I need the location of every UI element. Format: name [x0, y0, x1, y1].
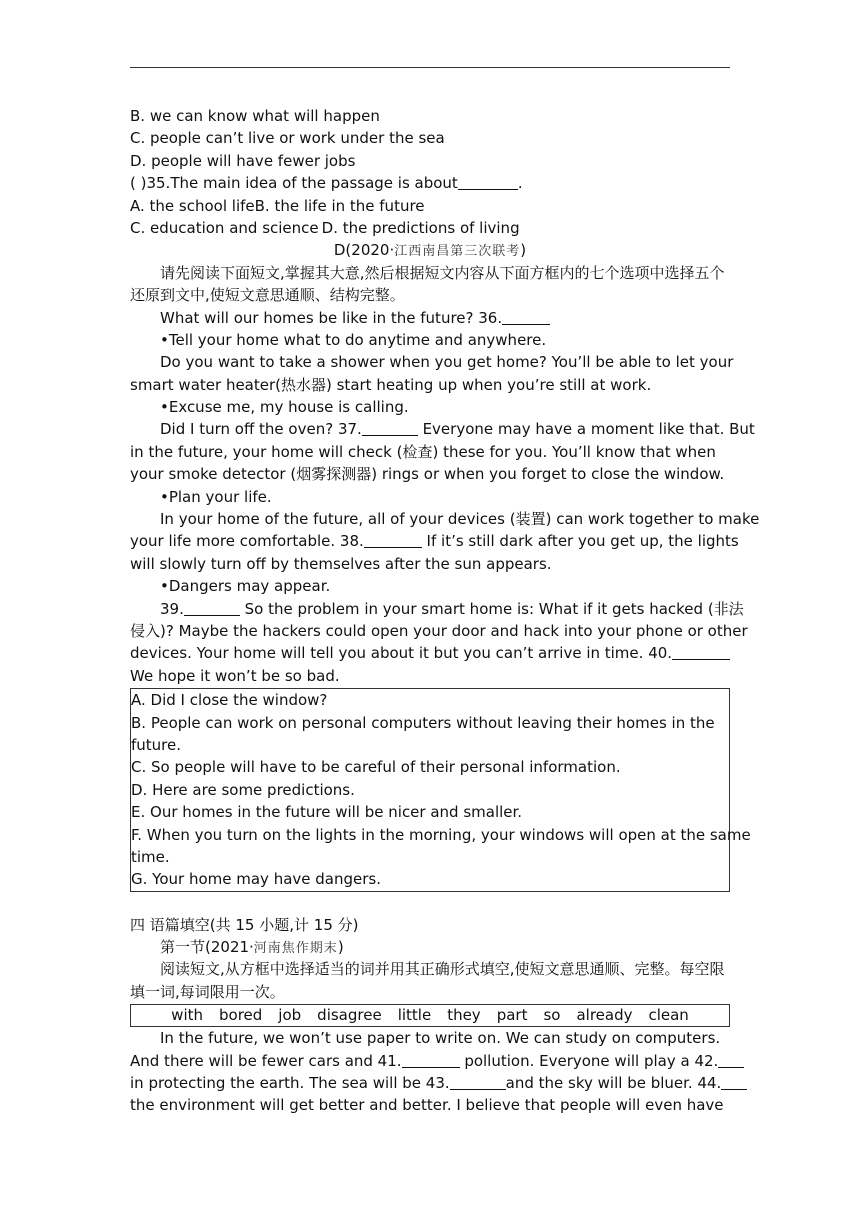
- paragraph-4: In your home of the future, all of your devices (装置) can work together to make: [160, 510, 760, 529]
- paragraph-2-cont: smart water heater(热水器) start heating up when you’re still at work.: [130, 375, 652, 394]
- question-35: [130, 172, 730, 194]
- passage-text-3: in protecting the earth. The sea will be 43.: [130, 1074, 450, 1093]
- paragraph-3-text: Did I turn off the oven? 37.: [160, 420, 362, 439]
- q35-options-cd: [130, 217, 730, 239]
- paragraph-3-line-3: your smoke detector (烟雾探测器) rings or when you forget to close the window.: [130, 465, 725, 484]
- q35-option-c: C. education and science: [130, 218, 319, 237]
- q35-options-ab: [130, 195, 730, 217]
- part-1-instruction: 阅读短文,从方框中选择适当的词并用其正确形式填空,使短文意思通顺、完整。每空限: [160, 960, 725, 979]
- q35-stem: ( )35.The main idea of the passage is about: [130, 174, 458, 193]
- passage-text-3-cont: and the sky will be bluer. 44.: [505, 1074, 722, 1093]
- header-rule: [130, 67, 730, 68]
- paragraph-5-number: 39.: [160, 599, 184, 618]
- subheading-4: •Dangers may appear.: [160, 577, 331, 596]
- word-item: part: [496, 1006, 528, 1025]
- paragraph-4-line-2: [130, 530, 739, 552]
- option-f: F. When you turn on the lights in the morning, your windows will open at the same: [131, 825, 751, 844]
- word-item: so: [543, 1006, 561, 1025]
- subheading-2: •Excuse me, my house is calling.: [160, 398, 409, 417]
- section-d-letter: D(2020·: [333, 241, 395, 260]
- option-b: B. People can work on personal computers without leaving their homes in the: [131, 713, 715, 732]
- answer-blank-39: [184, 600, 240, 616]
- word-item: disagree: [317, 1006, 382, 1025]
- answer-blank: [458, 174, 518, 190]
- option-g: G. Your home may have dangers.: [131, 870, 381, 889]
- word-item: already: [576, 1006, 633, 1025]
- spacer: [130, 892, 730, 914]
- paragraph-5-text: So the problem in your smart home is: What if it gets hacked (非法: [239, 599, 744, 618]
- answer-blank-40: [672, 644, 730, 660]
- q34-option-c: C. people can’t live or work under the sea: [130, 129, 445, 148]
- passage-line-1: In the future, we won’t use paper to write on. We can study on computers.: [160, 1029, 721, 1048]
- word-item: little: [397, 1006, 432, 1025]
- option-e: E. Our homes in the future will be nicer and smaller.: [131, 803, 523, 822]
- option-c: C. So people will have to be careful of their personal information.: [131, 758, 621, 777]
- answer-blank-43: [450, 1074, 506, 1090]
- section-4-heading: 四 语篇填空(共 15 小题,计 15 分): [130, 915, 359, 934]
- section-d-source: 江西南昌第三次联考: [394, 244, 521, 260]
- option-f-cont: time.: [131, 847, 170, 866]
- paragraph-2: Do you want to take a shower when you get home? You’ll be able to let your: [160, 353, 734, 372]
- answer-blank-44: [721, 1074, 747, 1090]
- answer-blank-41: [402, 1052, 460, 1068]
- section-d-instruction-cont: 还原到文中,使短文意思通顺、结构完整。: [130, 286, 405, 305]
- paragraph-5-line-2: 侵入)? Maybe the hackers could open your door and hack into your phone or other: [130, 621, 748, 640]
- section-d-instruction: 请先阅读下面短文,掌握其大意,然后根据短文内容从下面方框内的七个选项中选择五个: [160, 263, 725, 282]
- passage-text: And there will be fewer cars and 41.: [130, 1051, 402, 1070]
- word-item: bored: [219, 1006, 263, 1025]
- q35-option-a: A. the school life: [130, 196, 255, 215]
- answer-blank-42: [718, 1052, 744, 1068]
- options-box: [130, 688, 751, 892]
- paragraph-4-text-cont: If it’s still dark after you get up, the lights: [421, 532, 739, 551]
- paragraph-5: [130, 598, 744, 620]
- paragraph-1-text: What will our homes be like in the future? 36.: [160, 308, 503, 327]
- part-1-close: ): [337, 938, 344, 957]
- passage-line-2: [130, 1050, 730, 1072]
- paragraph-4-line-3: will slowly turn off by themselves after the sun appears.: [130, 554, 552, 573]
- word-box: [130, 1004, 730, 1027]
- section-d-heading: [130, 239, 730, 261]
- q35-option-d: D. the predictions of living: [321, 218, 520, 237]
- q35-option-b: B. the life in the future: [254, 196, 425, 215]
- answer-blank-37: [362, 420, 418, 436]
- passage-line-4: the environment will get better and better. I believe that people will even have: [130, 1096, 724, 1115]
- word-item: they: [447, 1006, 481, 1025]
- option-b-cont: future.: [131, 735, 182, 754]
- word-item: job: [278, 1006, 302, 1025]
- passage-line-3: [130, 1072, 730, 1094]
- q34-option-d: D. people will have fewer jobs: [130, 151, 356, 170]
- word-item: clean: [648, 1006, 689, 1025]
- document-page: [130, 105, 760, 1117]
- q34-option-b: B. we can know what will happen: [130, 107, 380, 125]
- paragraph-5-text-3: devices. Your home will tell you about it but you can’t arrive in time. 40.: [130, 644, 673, 663]
- paragraph-5-line-4: We hope it won’t be so bad.: [130, 666, 340, 685]
- paragraph-4-text: your life more comfortable. 38.: [130, 532, 364, 551]
- passage-text-cont: pollution. Everyone will play a 42.: [459, 1051, 719, 1070]
- paragraph-3-text-cont: Everyone may have a moment like that. But: [417, 420, 755, 439]
- paragraph-3: [130, 418, 755, 440]
- part-1-source: 河南焦作期末: [253, 941, 338, 957]
- subheading-3: •Plan your life.: [160, 487, 272, 506]
- option-d: D. Here are some predictions.: [131, 780, 355, 799]
- paragraph-1: [130, 307, 730, 329]
- answer-blank-38: [364, 532, 422, 548]
- section-d-close: ): [520, 241, 527, 260]
- answer-blank-36: [502, 309, 550, 325]
- q35-suffix: .: [517, 174, 523, 193]
- part-1-heading: [130, 936, 730, 958]
- paragraph-3-line-2: in the future, your home will check (检查) these for you. You’ll know that when: [130, 442, 716, 461]
- option-a: A. Did I close the window?: [131, 691, 328, 710]
- word-item: with: [171, 1006, 203, 1025]
- subheading-1: •Tell your home what to do anytime and anywhere.: [160, 330, 547, 349]
- paragraph-5-line-3: [130, 642, 730, 664]
- part-1-label: 第一节(2021·: [160, 938, 254, 957]
- part-1-instruction-cont: 填一词,每词限用一次。: [130, 982, 285, 1001]
